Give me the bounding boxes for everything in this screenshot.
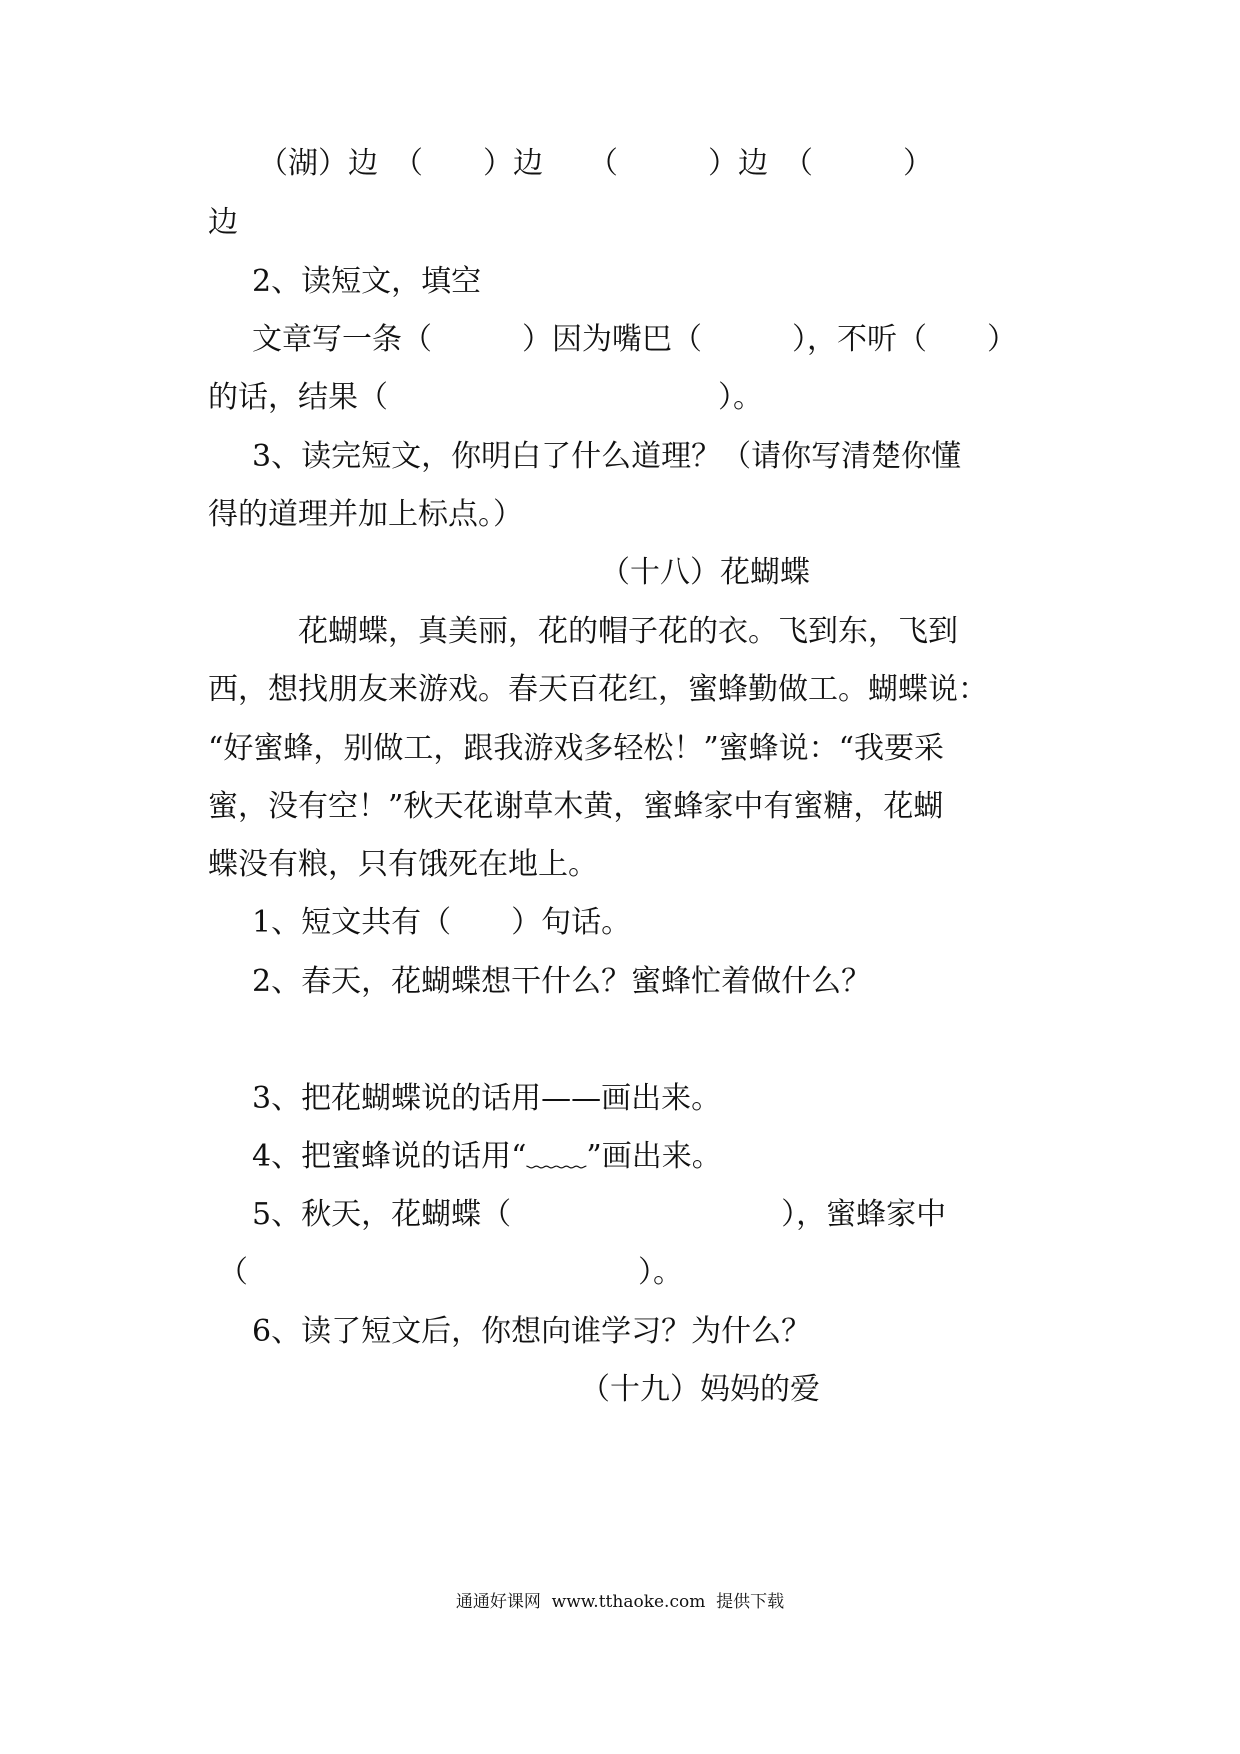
question-3-line-1: 3、读完短文，你明白了什么道理？（请你写清楚你懂 xyxy=(252,439,962,474)
q18-question-6: 6、读了短文后，你想向谁学习？为什么？ xyxy=(252,1314,812,1349)
exercise-line-lakeside: （湖）边 （ ）边 （ ）边 （ ） xyxy=(258,146,933,181)
footer-credit: 通通好课网 www.tthaoke.com 提供下载 xyxy=(455,1592,785,1612)
q18-question-1: 1、短文共有（ ）句话。 xyxy=(252,905,632,940)
exercise-line-continuation: 边 xyxy=(208,205,238,240)
passage-line-1: 花蝴蝶，真美丽，花的帽子花的衣。飞到东，飞到 xyxy=(298,614,958,649)
question-2-fill-line-2: 的话，结果（ ）。 xyxy=(208,380,763,415)
question-2-heading: 2、读短文，填空 xyxy=(252,264,482,299)
question-3-line-2: 得的道理并加上标点。） xyxy=(208,497,523,532)
q18-question-3: 3、把花蝴蝶说的话用——画出来。 xyxy=(252,1081,722,1116)
passage-line-2: 西，想找朋友来游戏。春天百花红，蜜蜂勤做工。蝴蝶说： xyxy=(208,672,988,707)
section-title-19: （十九）妈妈的爱 xyxy=(580,1372,820,1407)
passage-line-4: 蜜，没有空！”秋天花谢草木黄，蜜蜂家中有蜜糖，花蝴 xyxy=(208,789,944,824)
passage-line-5: 蝶没有粮，只有饿死在地上。 xyxy=(208,847,598,882)
q18-question-5-line-1: 5、秋天，花蝴蝶（ ），蜜蜂家中 xyxy=(252,1197,947,1232)
q18-question-5-line-2: （ ）。 xyxy=(218,1255,683,1290)
question-2-fill-line-1: 文章写一条（ ）因为嘴巴（ ），不听（ ） xyxy=(252,322,1017,357)
section-title-18: （十八）花蝴蝶 xyxy=(600,555,810,590)
passage-line-3: “好蜜蜂，别做工，跟我游戏多轻松！”蜜蜂说：“我要采 xyxy=(208,731,945,766)
q18-question-2: 2、春天，花蝴蝶想干什么？蜜蜂忙着做什么？ xyxy=(252,964,872,999)
q18-question-4: 4、把蜜蜂说的话用“﹏﹏”画出来。 xyxy=(252,1139,722,1174)
